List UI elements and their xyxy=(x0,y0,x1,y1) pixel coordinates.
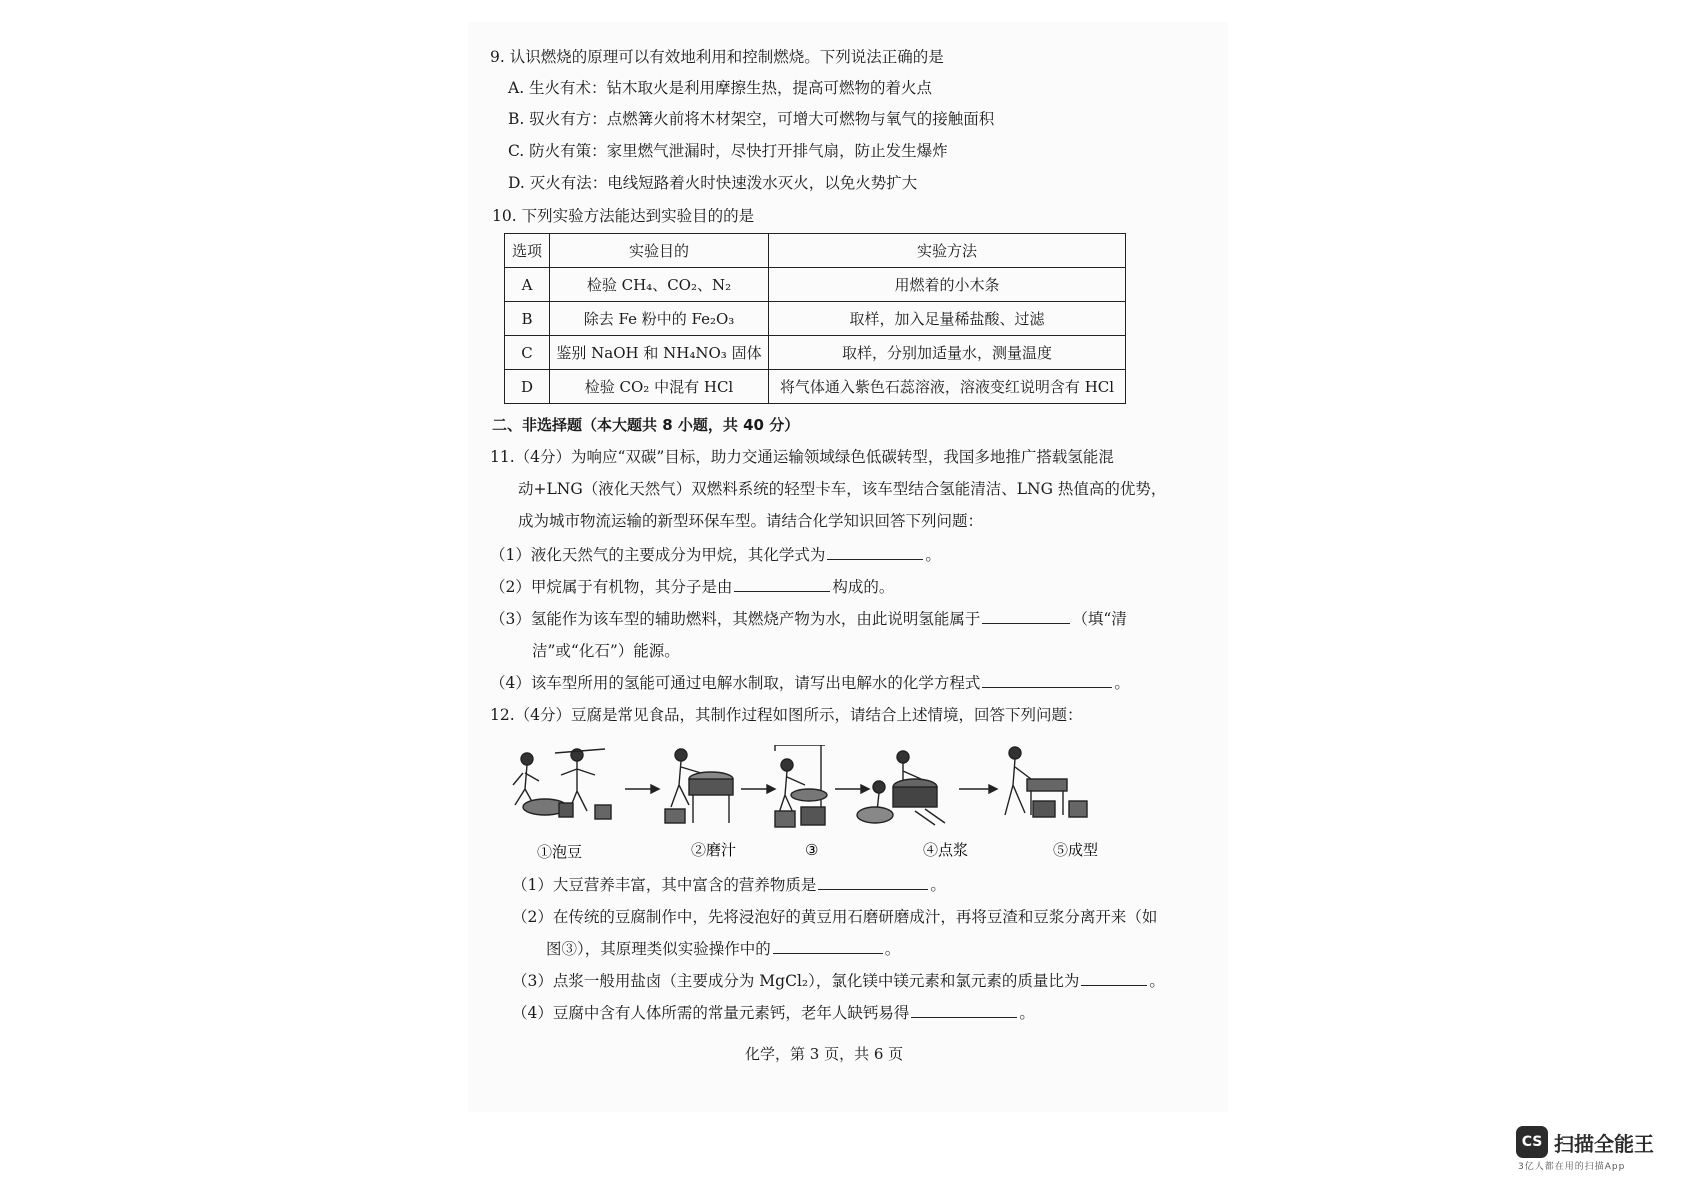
answer-blank[interactable] xyxy=(1081,971,1147,986)
q11-stem-line2: 动+LNG（液化天然气）双燃料系统的轻型卡车，该车型结合氢能清洁、LNG 热值高的优势， xyxy=(518,480,1167,498)
period: 。 xyxy=(884,940,901,958)
q9-stem: 9. 认识燃烧的原理可以有效地利用和控制燃烧。下列说法正确的是 xyxy=(490,48,944,66)
period: 。 xyxy=(1114,674,1130,692)
q11-part4 xyxy=(490,672,1130,694)
header-method: 实验方法 xyxy=(769,234,1126,268)
arrow-head-1 xyxy=(651,785,659,793)
step-label-shape: ⑤成型 xyxy=(1053,841,1099,859)
row-option: C xyxy=(505,336,550,370)
period: 。 xyxy=(1019,1004,1035,1022)
q9-option-c: C. 防火有策：家里燃气泄漏时，尽快打开排气扇，防止发生爆炸 xyxy=(508,142,948,160)
answer-blank[interactable] xyxy=(982,673,1112,688)
row-option: B xyxy=(505,302,550,336)
q11-part3-text: （3）氢能作为该车型的辅助燃料，其燃烧产物为水，由此说明氢能属于 xyxy=(490,610,981,628)
step-label-grind: ②磨汁 xyxy=(691,841,737,859)
answer-blank[interactable] xyxy=(911,1003,1017,1018)
answer-blank[interactable] xyxy=(818,875,928,890)
q12-part1-text: （1）大豆营养丰富，其中富含的营养物质是 xyxy=(512,876,817,894)
step-coagulate-illustration xyxy=(857,751,945,825)
answer-blank[interactable] xyxy=(827,545,923,560)
q9-option-d: D. 灭火有法：电线短路着火时快速泼水灭火，以免火势扩大 xyxy=(508,174,918,192)
q12-part4-text: （4）豆腐中含有人体所需的常量元素钙，老年人缺钙易得 xyxy=(512,1004,910,1022)
table-header-row xyxy=(505,234,1126,268)
table-row xyxy=(505,370,1126,404)
q11-stem-line1: 11.（4分）为响应“双碳”目标，助力交通运输领域绿色低碳转型，我国多地推广搭载氢能混 xyxy=(490,448,1114,466)
step-label-soak: ①泡豆 xyxy=(537,843,583,861)
step-shape-illustration xyxy=(1005,747,1087,817)
table-row xyxy=(505,336,1126,370)
row-purpose: 除去 Fe 粉中的 Fe₂O₃ xyxy=(550,302,769,336)
row-method: 用燃着的小木条 xyxy=(769,268,1126,302)
arrow-head-3 xyxy=(861,785,869,793)
table-row xyxy=(505,268,1126,302)
period: 。 xyxy=(930,876,946,894)
q11-part3-tail: （填“清 xyxy=(1072,610,1127,628)
q11-part2 xyxy=(490,576,894,598)
q12-part1 xyxy=(512,874,946,896)
row-option: A xyxy=(505,268,550,302)
header-option: 选项 xyxy=(505,234,550,268)
q12-part2: （2）在传统的豆腐制作中，先将浸泡好的黄豆用石磨研磨成汁，再将豆渣和豆浆分离开来（如 xyxy=(512,908,1158,926)
row-option: D xyxy=(505,370,550,404)
q12-part2-text: 图③），其原理类似实验操作中的 xyxy=(546,940,771,958)
q9-option-a: A. 生火有术：钻木取火是利用摩擦生热，提高可燃物的着火点 xyxy=(508,79,933,97)
step-grind-illustration xyxy=(665,749,733,823)
answer-blank[interactable] xyxy=(773,939,883,954)
q11-part3-cont: 洁”或“化石”）能源。 xyxy=(532,642,680,660)
q12-part2-cont xyxy=(546,938,900,960)
q11-part1 xyxy=(490,544,941,566)
q12-part3-text: （3）点浆一般用盐卤（主要成分为 MgCl₂），氯化镁中镁元素和氯元素的质量比为 xyxy=(512,972,1080,990)
table-row xyxy=(505,302,1126,336)
q11-part2-text: （2）甲烷属于有机物，其分子是由 xyxy=(490,578,733,596)
step-soak-illustration xyxy=(513,749,611,819)
page-footer: 化学，第 3 页，共 6 页 xyxy=(745,1045,904,1063)
step-label-coagulate: ④点浆 xyxy=(923,841,969,859)
q11-part3 xyxy=(490,608,1127,630)
section-heading: 二、非选择题（本大题共 8 小题，共 40 分） xyxy=(492,416,800,434)
q12-stem: 12.（4分）豆腐是常见食品，其制作过程如图所示，请结合上述情境，回答下列问题： xyxy=(490,706,1083,724)
row-purpose: 鉴别 NaOH 和 NH₄NO₃ 固体 xyxy=(550,336,769,370)
q9-option-b: B. 驭火有方：点燃篝火前将木材架空，可增大可燃物与氧气的接触面积 xyxy=(508,110,995,128)
row-method: 取样，分别加适量水，测量温度 xyxy=(769,336,1126,370)
q11-part2-tail: 构成的。 xyxy=(832,578,895,596)
step-filter-illustration xyxy=(775,745,827,827)
tofu-process-diagram xyxy=(505,745,1125,865)
q11-part4-text: （4）该车型所用的氢能可通过电解水制取，请写出电解水的化学方程式 xyxy=(490,674,981,692)
step-label-filter: ③ xyxy=(805,841,819,859)
row-method: 取样，加入足量稀盐酸、过滤 xyxy=(769,302,1126,336)
answer-blank[interactable] xyxy=(734,577,830,592)
q10-stem: 10. 下列实验方法能达到实验目的的是 xyxy=(492,207,755,225)
watermark-name: 扫描全能王 xyxy=(1554,1132,1654,1156)
answer-blank[interactable] xyxy=(982,609,1070,624)
row-purpose: 检验 CO₂ 中混有 HCl xyxy=(550,370,769,404)
period: 。 xyxy=(1149,972,1165,990)
experiment-table xyxy=(504,233,1126,404)
q11-part1-text: （1）液化天然气的主要成分为甲烷，其化学式为 xyxy=(490,546,826,564)
cs-logo-icon: CS xyxy=(1516,1126,1548,1158)
q12-part3 xyxy=(512,970,1165,992)
row-purpose: 检验 CH₄、CO₂、N₂ xyxy=(550,268,769,302)
row-method: 将气体通入紫色石蕊溶液，溶液变红说明含有 HCl xyxy=(769,370,1126,404)
q12-part4 xyxy=(512,1002,1035,1024)
q11-stem-line3: 成为城市物流运输的新型环保车型。请结合化学知识回答下列问题： xyxy=(518,512,984,530)
arrow-head-2 xyxy=(767,785,775,793)
scanner-watermark xyxy=(1516,1126,1666,1170)
period: 。 xyxy=(925,546,941,564)
watermark-tagline: 3亿人都在用的扫描App xyxy=(1518,1162,1626,1172)
header-purpose: 实验目的 xyxy=(550,234,769,268)
arrow-head-4 xyxy=(989,785,997,793)
